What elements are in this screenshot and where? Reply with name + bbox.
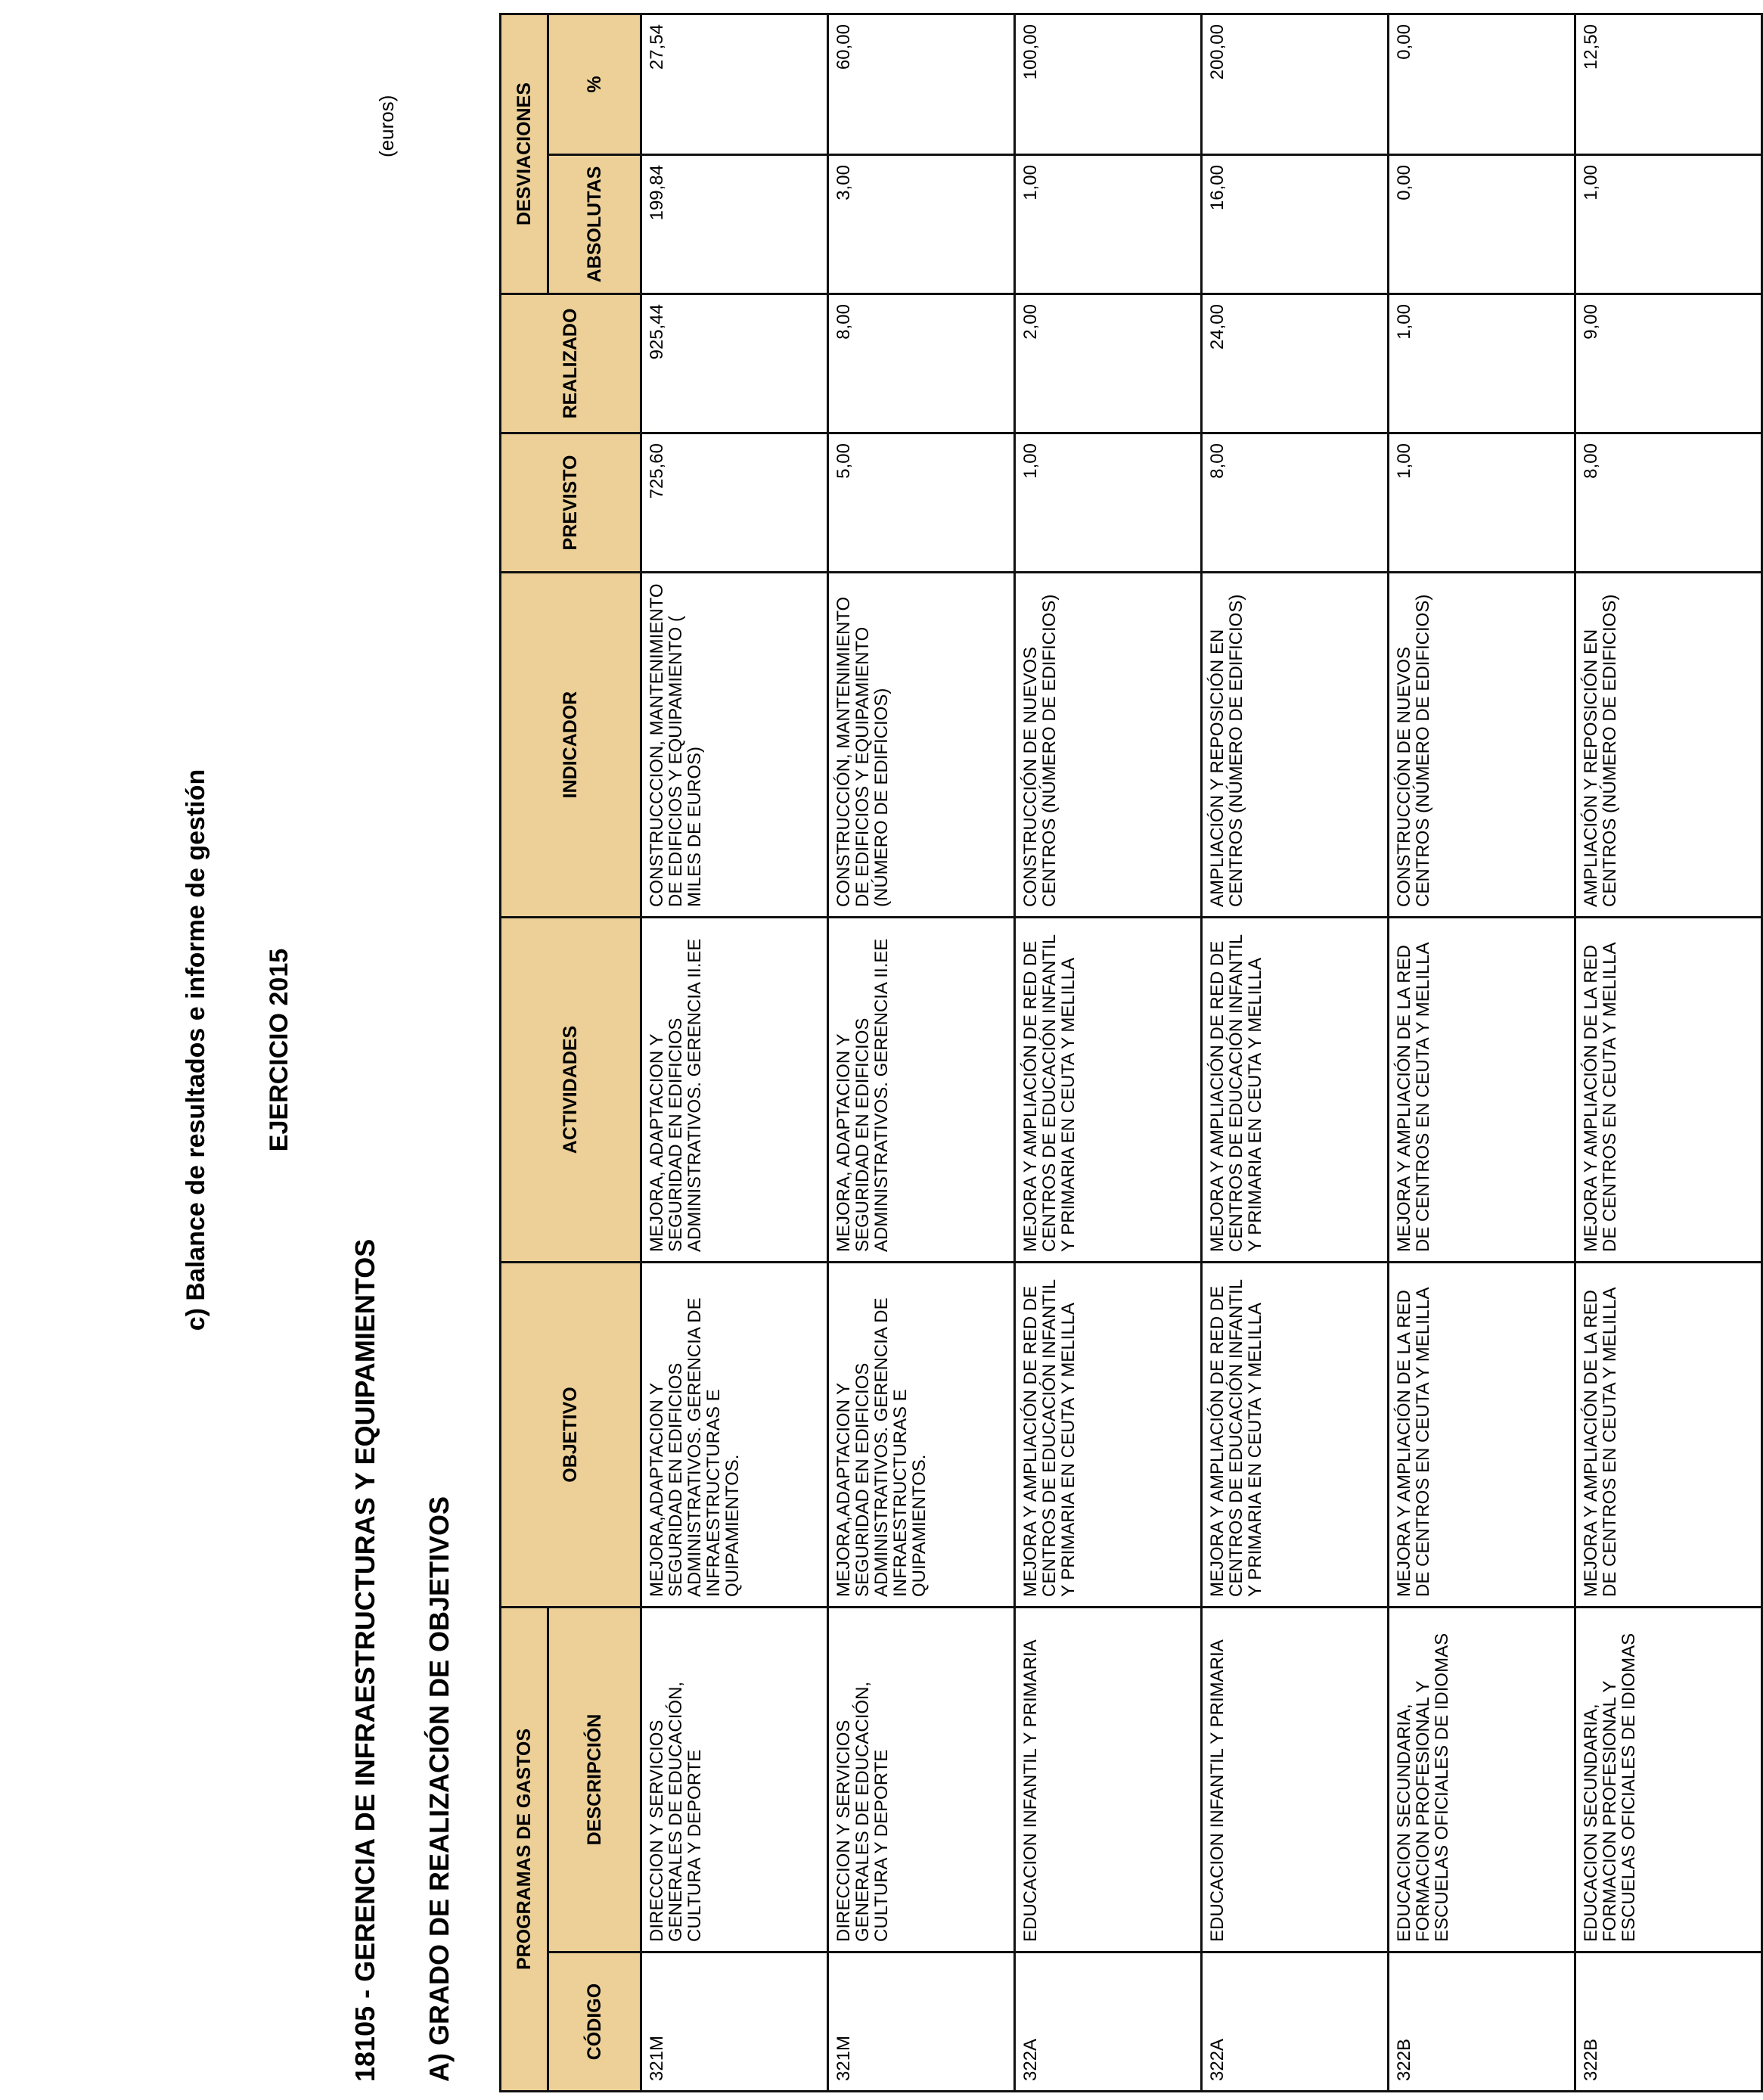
unit-label: (euros) — [375, 95, 398, 157]
cell-previsto: 5,00 — [828, 433, 1015, 573]
table-row — [1389, 14, 1575, 2092]
cell-objetivo: MEJORA Y AMPLIACIÓN DE LA RED DE CENTROS EN CEUTA Y MELILLA — [1389, 1263, 1575, 1608]
section-title: c) Balance de resultados e informe de gestión — [182, 769, 210, 1331]
cell-descripcion: EDUCACION INFANTIL Y PRIMARIA — [1015, 1608, 1202, 1952]
table-row — [641, 14, 828, 2092]
cell-realizado: 925,44 — [641, 294, 828, 433]
cell-descripcion: EDUCACION INFANTIL Y PRIMARIA — [1202, 1608, 1389, 1952]
cell-indicador: CONSTRUCCIÓN, MANTENIMIENTO DE EDIFICIOS Y EQUIPAMIENTO (NÚMERO DE EDIFICIOS) — [828, 573, 1015, 918]
table-row — [828, 14, 1015, 2092]
cell-descripcion: EDUCACION SECUNDARIA, FORMACION PROFESIONAL Y ESCUELAS OFICIALES DE IDIOMAS — [1575, 1608, 1762, 1952]
cell-actividades: MEJORA Y AMPLIACIÓN DE LA RED DE CENTROS EN CEUTA Y MELILLA — [1389, 918, 1575, 1263]
year-title: EJERCICIO 2015 — [265, 948, 293, 1152]
cell-realizado: 1,00 — [1389, 294, 1575, 433]
cell-absolutas: 0,00 — [1389, 155, 1575, 294]
objectives-table — [499, 13, 1763, 2092]
cell-porcentaje: 12,50 — [1575, 14, 1762, 155]
header-desviaciones: DESVIACIONES — [501, 14, 548, 294]
entity-title: 18105 - GERENCIA DE INFRAESTRUCTURAS Y EQUIPAMIENTOS — [349, 1238, 380, 2082]
cell-indicador: AMPLIACIÓN Y REPOSICIÓN EN CENTROS (NÚMERO DE EDIFICIOS) — [1202, 573, 1389, 918]
cell-codigo: 322B — [1389, 1952, 1575, 2092]
cell-codigo: 321M — [828, 1952, 1015, 2092]
header-indicador: INDICADOR — [501, 573, 641, 918]
cell-previsto: 725,60 — [641, 433, 828, 573]
cell-realizado: 9,00 — [1575, 294, 1762, 433]
header-previsto: PREVISTO — [501, 433, 641, 573]
cell-porcentaje: 60,00 — [828, 14, 1015, 155]
cell-absolutas: 199,84 — [641, 155, 828, 294]
cell-previsto: 8,00 — [1575, 433, 1762, 573]
header-realizado: REALIZADO — [501, 294, 641, 433]
cell-descripcion: DIRECCION Y SERVICIOS GENERALES DE EDUCACIÓN, CULTURA Y DEPORTE — [828, 1608, 1015, 1952]
header-programas: PROGRAMAS DE GASTOS — [501, 1608, 548, 2092]
header-absolutas: ABSOLUTAS — [548, 155, 641, 294]
cell-realizado: 8,00 — [828, 294, 1015, 433]
subsection-title: A) GRADO DE REALIZACIÓN DE OBJETIVOS — [424, 1496, 455, 2082]
cell-realizado: 24,00 — [1202, 294, 1389, 433]
cell-codigo: 322A — [1202, 1952, 1389, 2092]
cell-porcentaje: 100,00 — [1015, 14, 1202, 155]
table-row — [1015, 14, 1202, 2092]
cell-absolutas: 3,00 — [828, 155, 1015, 294]
table-row — [1202, 14, 1389, 2092]
cell-actividades: MEJORA Y AMPLIACIÓN DE RED DE CENTROS DE EDUCACIÓN INFANTIL Y PRIMARIA EN CEUTA Y MELILLA — [1202, 918, 1389, 1263]
cell-absolutas: 16,00 — [1202, 155, 1389, 294]
cell-descripcion: EDUCACION SECUNDARIA, FORMACION PROFESIONAL Y ESCUELAS OFICIALES DE IDIOMAS — [1389, 1608, 1575, 1952]
cell-descripcion: DIRECCION Y SERVICIOS GENERALES DE EDUCACIÓN, CULTURA Y DEPORTE — [641, 1608, 828, 1952]
cell-indicador: CONSTRUCCIÓN DE NUEVOS CENTROS (NÚMERO DE EDIFICIOS) — [1015, 573, 1202, 918]
table-row — [1575, 14, 1762, 2092]
cell-realizado: 2,00 — [1015, 294, 1202, 433]
cell-previsto: 1,00 — [1389, 433, 1575, 573]
cell-objetivo: MEJORA Y AMPLIACIÓN DE LA RED DE CENTROS EN CEUTA Y MELILLA — [1575, 1263, 1762, 1608]
header-actividades: ACTIVIDADES — [501, 918, 641, 1263]
header-codigo: CÓDIGO — [548, 1952, 641, 2092]
cell-actividades: MEJORA, ADAPTACION Y SEGURIDAD EN EDIFICIOS ADMINISTRATIVOS. GERENCIA II.EE — [641, 918, 828, 1263]
cell-actividades: MEJORA, ADAPTACION Y SEGURIDAD EN EDIFICIOS ADMINISTRATIVOS. GERENCIA II.EE — [828, 918, 1015, 1263]
header-descripcion: DESCRIPCIÓN — [548, 1608, 641, 1952]
cell-codigo: 321M — [641, 1952, 828, 2092]
cell-objetivo: MEJORA Y AMPLIACIÓN DE RED DE CENTROS DE EDUCACIÓN INFANTIL Y PRIMARIA EN CEUTA Y MELILLA — [1202, 1263, 1389, 1608]
cell-porcentaje: 200,00 — [1202, 14, 1389, 155]
cell-codigo: 322A — [1015, 1952, 1202, 2092]
cell-objetivo: MEJORA,ADAPTACION Y SEGURIDAD EN EDIFICIOS ADMINISTRATIVOS. GERENCIA DE INFRAESTRUCTURAS E QUIPAMIENTOS. — [641, 1263, 828, 1608]
cell-codigo: 322B — [1575, 1952, 1762, 2092]
cell-previsto: 1,00 — [1015, 433, 1202, 573]
cell-actividades: MEJORA Y AMPLIACIÓN DE RED DE CENTROS DE EDUCACIÓN INFANTIL Y PRIMARIA EN CEUTA Y MELILLA — [1015, 918, 1202, 1263]
cell-absolutas: 1,00 — [1015, 155, 1202, 294]
cell-objetivo: MEJORA,ADAPTACION Y SEGURIDAD EN EDIFICIOS ADMINISTRATIVOS. GERENCIA DE INFRAESTRUCTURAS E QUIPAMIENTOS. — [828, 1263, 1015, 1608]
cell-porcentaje: 0,00 — [1389, 14, 1575, 155]
cell-absolutas: 1,00 — [1575, 155, 1762, 294]
cell-previsto: 8,00 — [1202, 433, 1389, 573]
cell-indicador: AMPLIACIÓN Y REPOSICIÓN EN CENTROS (NÚMERO DE EDIFICIOS) — [1575, 573, 1762, 918]
cell-indicador: CONSTRUCCCION, MANTENIMIENTO DE EDIFICIOS Y EQUIPAMIENTO ( MILES DE EUROS) — [641, 573, 828, 918]
cell-indicador: CONSTRUCCIÓN DE NUEVOS CENTROS (NÚMERO DE EDIFICIOS) — [1389, 573, 1575, 918]
cell-objetivo: MEJORA Y AMPLIACIÓN DE RED DE CENTROS DE EDUCACIÓN INFANTIL Y PRIMARIA EN CEUTA Y MELILLA — [1015, 1263, 1202, 1608]
cell-porcentaje: 27,54 — [641, 14, 828, 155]
cell-actividades: MEJORA Y AMPLIACIÓN DE LA RED DE CENTROS EN CEUTA Y MELILLA — [1575, 918, 1762, 1263]
header-objetivo: OBJETIVO — [501, 1263, 641, 1608]
header-porcentaje: % — [548, 14, 641, 155]
